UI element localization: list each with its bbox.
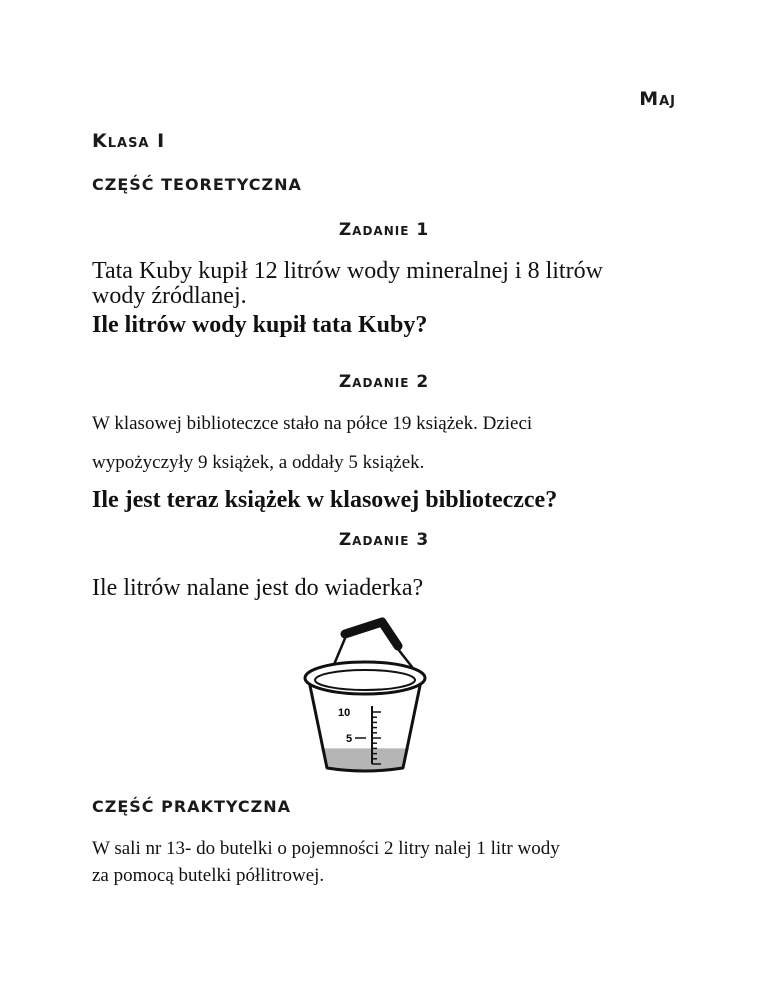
scale-label-5: 5 bbox=[346, 733, 353, 745]
class-heading: Klasa I bbox=[92, 130, 166, 152]
bucket-handle bbox=[345, 622, 398, 646]
task-1-line-1: Tata Kuby kupił 12 litrów wody mineralnej i 8 litrów bbox=[92, 258, 603, 284]
task-2-line-1: W klasowej biblioteczce stało na półce 19 książek. Dzieci bbox=[92, 413, 533, 434]
task-1-title: Zadanie 1 bbox=[338, 220, 430, 240]
task-3-question: Ile litrów nalane jest do wiaderka? bbox=[92, 575, 424, 601]
task-2-question: Ile jest teraz książek w klasowej biblioteczce? bbox=[92, 487, 558, 513]
task-3-title: Zadanie 3 bbox=[338, 530, 430, 550]
task-1-line-2: wody źródlanej. bbox=[92, 283, 247, 309]
practice-line-1: W sali nr 13- do butelki o pojemności 2 litry nalej 1 litr wody bbox=[92, 838, 560, 859]
theory-section-heading: CZĘŚĆ TEORETYCZNA bbox=[92, 175, 302, 194]
bucket-illustration bbox=[290, 612, 440, 782]
scale-label-10: 10 bbox=[338, 707, 351, 719]
month-heading: Maj bbox=[639, 88, 676, 110]
task-2-line-2: wypożyczyły 9 książek, a oddały 5 książek. bbox=[92, 452, 425, 473]
task-1-question: Ile litrów wody kupił tata Kuby? bbox=[92, 312, 428, 338]
practice-section-heading: CZĘŚĆ PRAKTYCZNA bbox=[92, 797, 291, 816]
task-2-title: Zadanie 2 bbox=[338, 372, 430, 392]
practice-line-2: za pomocą butelki półlitrowej. bbox=[92, 865, 325, 886]
